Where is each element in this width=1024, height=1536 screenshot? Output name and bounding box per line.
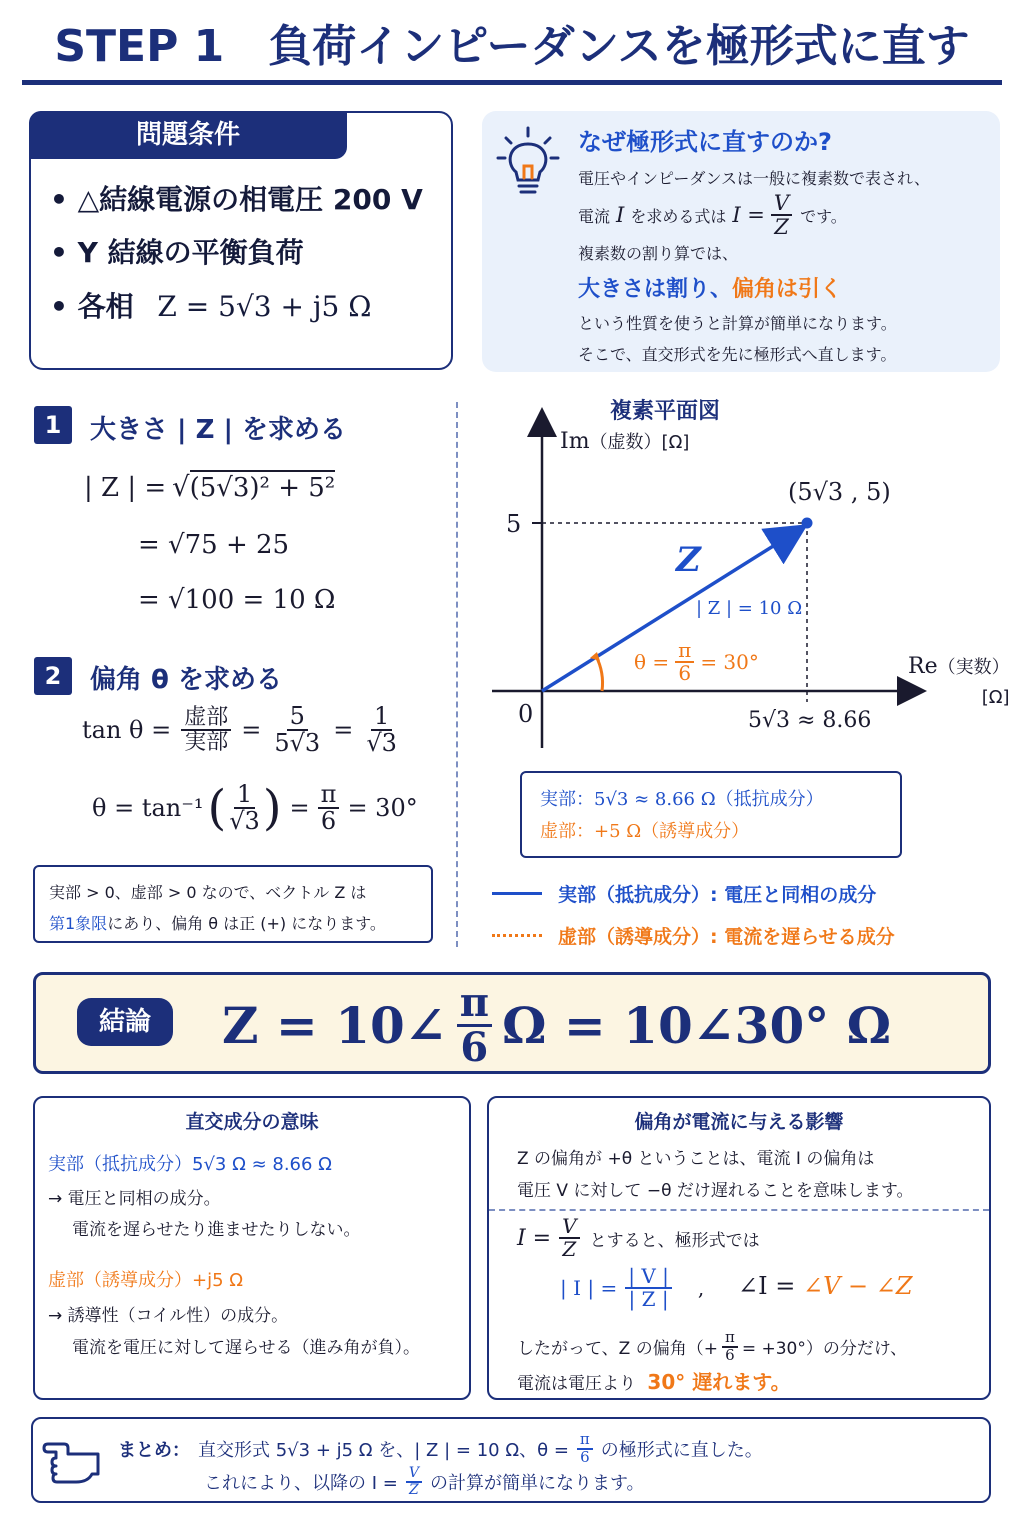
why-line-3: 複素数の割り算では、: [578, 244, 739, 263]
theta-pi-num: π: [318, 782, 340, 809]
origin-label: 0: [518, 700, 534, 728]
meaning-heading: 直交成分の意味: [185, 1111, 319, 1133]
meaning-real-desc-2: 電流を遅らせたり進ませたりしない。: [72, 1220, 361, 1240]
magnitude-label: | Z | = 10 Ω: [696, 598, 803, 619]
conclusion-frac-num: π: [457, 982, 492, 1027]
effect-mag-lhs: | I | =: [560, 1276, 618, 1300]
tan-frac-2: [271, 704, 323, 756]
summary-line-2: [204, 1466, 645, 1497]
legend-solid-text: 実部（抵抗成分）: 電圧と同相の成分: [558, 884, 877, 906]
summary-line-1-frac: [577, 1432, 593, 1466]
why-highlight-orange: 偏角は引く: [732, 277, 843, 302]
quadrant-note-line-1: 実部 > 0、虚部 > 0 なので、ベクトル Z は: [49, 883, 367, 902]
components-real: 実部：5√3 ≈ 8.66 Ω（抵抗成分）: [540, 789, 824, 810]
summary-frac2-num: V: [406, 1466, 422, 1483]
condition-item-3: [50, 285, 371, 325]
conclusion-equation: [222, 979, 892, 1071]
meaning-imag-desc-2: 電流を電圧に対して遅らせる（進み角が負）。: [72, 1338, 420, 1358]
diagram-title: 複素平面図: [610, 399, 721, 424]
condition-item-2: • Y 結線の平衡負荷: [50, 236, 304, 269]
effect-line-5: [517, 1366, 791, 1395]
why-polar-title: なぜ極形式に直すのか?: [578, 128, 832, 156]
effect-line-4-post: = +30°）の分だけ、: [741, 1339, 908, 1360]
summary-line-1: [118, 1432, 763, 1466]
why-line-5: そこで、直交形式を先に極形式へ直します。: [578, 345, 897, 364]
tan-frac-3: [363, 704, 400, 756]
meaning-imag-title: 虚部（誘導成分）+j5 Ω: [48, 1270, 244, 1291]
theta-pi-frac: [318, 782, 340, 834]
summary-frac-den: 6: [580, 1447, 590, 1466]
why-line-1: 電圧やインピーダンスは一般に複素数で表され、: [578, 169, 931, 188]
meaning-real-title: 実部（抵抗成分）5√3 Ω ≈ 8.66 Ω: [48, 1154, 332, 1175]
conclusion-eq-post: Ω = 10∠30° Ω: [501, 996, 892, 1055]
meaning-real-desc-1: → 電圧と同相の成分。: [48, 1189, 221, 1209]
condition-item-3-label: • 各相: [50, 290, 134, 323]
quadrant-note-highlight: 第1象限: [49, 914, 108, 933]
quadrant-note-line-2: にあり、偏角 θ は正 (+) になります。: [107, 914, 386, 933]
why-highlight-blue: 大きさは割り、: [578, 277, 733, 302]
effect-mag-num: | V |: [625, 1266, 672, 1289]
summary-label: まとめ：: [118, 1439, 190, 1461]
im-axis-label: Im（虚数）[Ω]: [560, 429, 690, 454]
summary-line-1-b: の極形式に直した。: [600, 1439, 763, 1461]
quadrant-note: [33, 865, 433, 943]
tan-frac-3-den: √3: [366, 729, 397, 758]
tan-frac-3-num: 1: [371, 704, 392, 731]
effect-I-eq: I =: [517, 1225, 552, 1251]
summary-frac-num: π: [577, 1432, 593, 1450]
lightbulb-icon: [496, 124, 560, 202]
theta-frac-den: √3: [229, 807, 260, 836]
why-highlight: [578, 272, 842, 303]
angle-label-frac: [675, 640, 694, 684]
angle-label-den: 6: [678, 661, 692, 685]
effect-frac-num: V: [559, 1216, 579, 1239]
effect-angle-lhs: ∠I =: [738, 1272, 796, 1300]
why-line-4: という性質を使うと計算が簡単になります。: [578, 314, 897, 333]
magnitude-eq-2: = √75 + 25: [138, 530, 290, 560]
theta-frac: [226, 782, 263, 834]
point-label: (5√3 , 5): [788, 478, 891, 506]
effect-line-4-den: 6: [725, 1345, 735, 1364]
condition-item-1: • △結線電源の相電圧 200 V: [50, 183, 423, 216]
tan-frac-1: [181, 706, 231, 754]
summary-line-1-a: 直交形式 5√3 + j5 Ω を、| Z | = 10 Ω、θ =: [198, 1439, 569, 1461]
step-1-title: 大きさ | Z | を求める: [90, 415, 347, 445]
conclusion-eq-pre: Z = 10∠: [222, 996, 447, 1055]
conclusion-badge: 結論: [77, 998, 173, 1046]
theta-equation: θ = tan⁻¹ ( $\frac{1}{√3}$ ) = $\frac{\pi}{6}$ = 30°: [92, 780, 418, 837]
legend-solid-line: [492, 892, 542, 895]
legend-dotted: [492, 922, 895, 949]
effect-divider: [489, 1209, 989, 1211]
legend-dotted-text: 虚部（誘導成分）: 電流を遅らせる成分: [558, 926, 895, 948]
effect-magnitude-eq: | I | = $\frac{| V |}{| Z |}$ ,: [560, 1264, 705, 1311]
step-2-badge: 2: [34, 657, 72, 695]
vector-label: Z: [676, 540, 701, 580]
effect-line-3: [517, 1216, 760, 1260]
im-axis-label-suffix: （虚数）[Ω]: [589, 432, 690, 453]
tan-lhs: tan θ =: [82, 716, 172, 745]
condition-impedance: Z = 5√3 + j5 Ω: [157, 290, 372, 323]
effect-heading: 偏角が電流に与える影響: [634, 1111, 844, 1133]
conclusion-frac: [457, 979, 492, 1071]
why-line-2-pre: 電流: [578, 206, 611, 226]
components-imag: 虚部：+5 Ω（誘導成分）: [540, 821, 750, 842]
legend-solid: [492, 880, 876, 907]
why-formula-fraction: [771, 192, 792, 238]
theta-result: = 30°: [347, 794, 418, 823]
magnitude-eq-1-lhs: | Z | =: [84, 473, 167, 503]
why-var-I: I: [616, 203, 625, 228]
effect-line-4: [517, 1330, 907, 1364]
effect-frac: [559, 1216, 579, 1260]
step-2-title: 偏角 θ を求める: [90, 665, 282, 695]
angle-label-post: = 30°: [700, 650, 759, 674]
re-axis-unit: [Ω]: [981, 687, 1010, 708]
summary-line-2-a: これにより、以降の I =: [204, 1472, 398, 1494]
theta-frac-num: 1: [234, 782, 255, 809]
theta-pi-den: 6: [320, 807, 337, 836]
pointing-hand-icon: [42, 1428, 102, 1494]
magnitude-eq-3: = √100 = 10 Ω: [138, 585, 336, 615]
summary-line-2-frac: [406, 1466, 422, 1497]
tan-frac-1-den: 実部: [184, 730, 229, 756]
y-tick-label: 5: [506, 510, 522, 538]
x-tick-label: 5√3 ≈ 8.66: [748, 708, 872, 733]
effect-line-5-pre: 電流は電圧より: [517, 1374, 636, 1394]
impedance-point: [802, 518, 813, 529]
effect-angle-eq: [738, 1272, 913, 1300]
meaning-imag-desc-1: → 誘導性（コイル性）の成分。: [48, 1306, 289, 1326]
theta-lhs: θ = tan⁻¹: [92, 794, 204, 823]
tan-frac-2-den: 5√3: [274, 729, 321, 758]
angle-label-num: π: [675, 640, 694, 663]
re-axis-label-suffix: （実数）: [937, 657, 1010, 678]
effect-line-4-num: π: [722, 1330, 738, 1348]
effect-angle-rhs: ∠V − ∠Z: [802, 1272, 913, 1300]
components-box: [520, 771, 902, 858]
summary-line-2-b: の計算が簡単になります。: [429, 1472, 645, 1494]
angle-arc: [596, 656, 603, 691]
tan-frac-2-num: 5: [287, 704, 308, 731]
step-1-badge: 1: [34, 406, 72, 444]
conclusion-frac-den: 6: [460, 1024, 489, 1071]
conditions-heading: 問題条件: [29, 111, 347, 159]
why-line-2-mid: を求める式は: [630, 206, 727, 226]
effect-line-4-frac: [722, 1330, 738, 1364]
why-formula-num: V: [771, 192, 792, 216]
effect-line-3-post: とすると、極形式では: [589, 1230, 760, 1251]
re-axis-label: Re（実数） [Ω]: [908, 652, 1010, 713]
effect-mag-den: | Z |: [628, 1287, 669, 1311]
why-line-2: [578, 192, 847, 238]
magnitude-eq-1-radicand: (5√3)² + 5²: [190, 470, 336, 503]
effect-line-5-highlight: 30° 遅れます。: [647, 1370, 791, 1394]
legend-dotted-line: [492, 934, 542, 937]
effect-line-4-pre: したがって、Z の偏角（+: [517, 1339, 718, 1360]
angle-label: [634, 640, 759, 684]
page-title: STEP 1 負荷インピーダンスを極形式に直す: [54, 21, 970, 72]
summary-frac2-den: Z: [409, 1481, 419, 1498]
why-line-2-post: です。: [800, 206, 847, 226]
angle-label-pre: θ =: [634, 650, 670, 674]
effect-line-1: Z の偏角が +θ ということは、電流 I の偏角は: [517, 1149, 875, 1169]
effect-line-2: 電圧 V に対して −θ だけ遅れることを意味します。: [517, 1181, 914, 1201]
why-formula-den: Z: [774, 215, 789, 240]
tan-frac-1-num: 虚部: [181, 706, 231, 731]
effect-frac-den: Z: [562, 1237, 577, 1261]
why-formula-lhs: I =: [732, 203, 765, 228]
section-divider: [456, 402, 458, 947]
effect-mag-frac: [625, 1266, 672, 1310]
title-underline: [22, 80, 1002, 85]
tan-equation: tan θ = $\frac{\text{虚部}}{\text{実部}}$ = $\frac{5}{5√3}$ = $\frac{1}{√3}$: [82, 704, 410, 756]
magnitude-eq-1: | Z | = √ (5√3)² + 5²: [84, 472, 336, 503]
